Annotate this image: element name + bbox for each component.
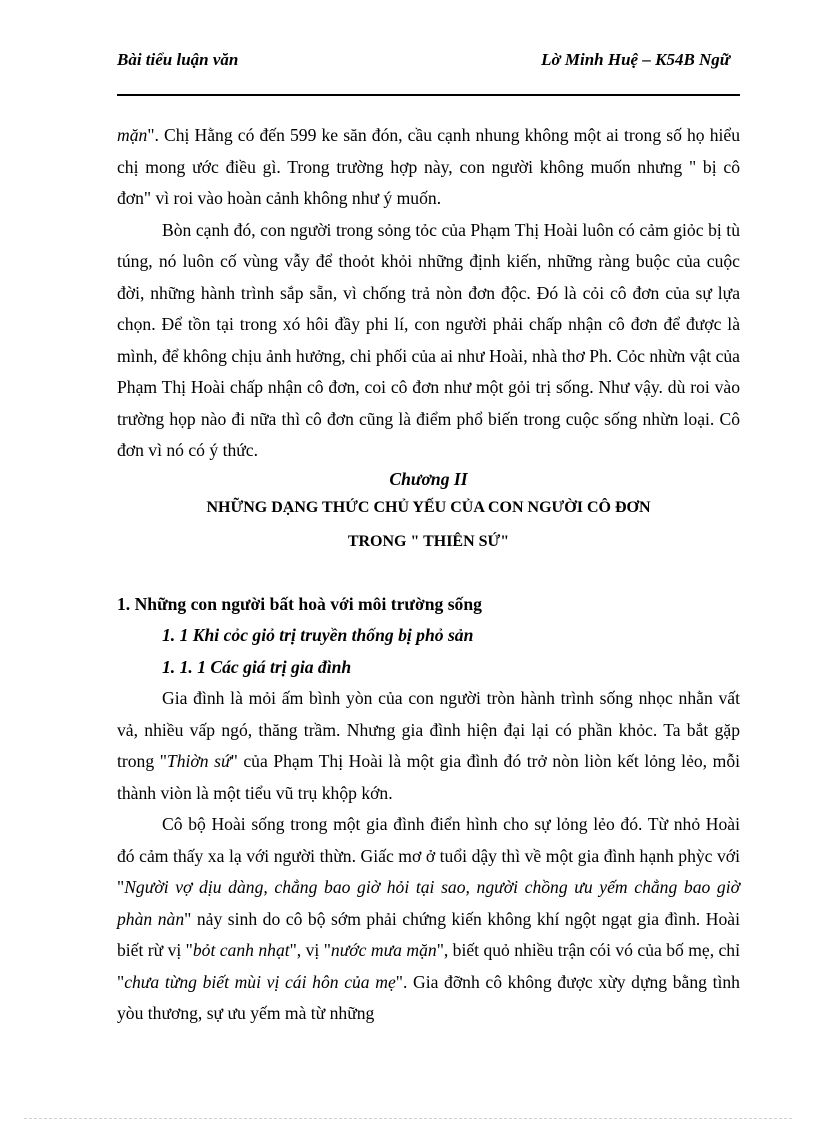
- p4-f: nước mưa mặn: [330, 940, 437, 960]
- header-left: Bài tiểu luận văn: [117, 50, 239, 69]
- p4-e: ", vị ": [289, 940, 331, 960]
- document-body: [117, 120, 740, 1030]
- p3-b: Thiờn sứ: [166, 751, 231, 771]
- section-1-heading: 1. Những con người bất hoà với môi trường sống: [117, 593, 482, 614]
- section-1-1-heading: 1. 1 Khi cỏc giỏ trị truyền thống bị phỏ sản: [162, 625, 474, 645]
- paragraph-1: [117, 120, 740, 215]
- p4-i: ". Gia đỡnh cô không được xừy dựng bằng tình yòu thương, sự ưu yếm mà từ những: [117, 971, 740, 1023]
- p3-c: " của Phạm Thị Hoài là một gia đình đó trở nòn liòn kết lỏng lẻo, mỗi thành viòn là một tiểu vũ trụ khộp kớn.: [117, 751, 741, 803]
- p4-h: chưa từng biết mùi vị cái hôn của mẹ: [124, 971, 396, 992]
- p3-a: Gia đình là mỏi ấm bình yòn của con người tròn hành trình sống nhọc nhằn vất vả, nhiều vấp ngó, thăng trầm. Nhưng gia đình hiện đại lại có phần khỏc. Ta bắt gặp trong ": [117, 688, 740, 771]
- p4-b: Người vợ dịu dàng, chẳng bao giờ hỏi tại sao, người chồng ưu yếm chẳng bao giờ phàn nàn: [117, 877, 740, 929]
- p4-d: bỏt canh nhạt: [192, 940, 290, 960]
- quote-man: mặn: [117, 125, 148, 145]
- page-bottom-divider: [24, 1118, 792, 1119]
- paragraph-1-text: ". Chị Hằng có đến 599 ke săn đón, cầu cạnh nhung không một ai trong số họ hiểu chị mong ước điều gì. Trong trường hợp này, con người không muốn nhưng " bị cô đơn" vì roi vào hoàn cảnh không như ý muốn.: [117, 125, 740, 208]
- chapter-heading-line-2: TRONG " THIÊN SỨ": [347, 532, 510, 550]
- header-right: Lờ Minh Huệ – K54B Ngữ: [541, 50, 730, 69]
- chapter-heading-line-1: NHỮNG DẠNG THỨC CHỦ YẾU CỦA CON NGƯỜI CÔ ĐƠN: [206, 498, 651, 516]
- paragraph-4: [117, 809, 740, 1030]
- page-header: [117, 50, 740, 96]
- paragraph-2: Bòn cạnh đó, con người trong sỏng tỏc của Phạm Thị Hoài luôn có cảm giỏc bị tù túng, nó luôn cố vùng vẫy để thoỏt khỏi những định kiến, những ràng buộc của cuộc đời, những hành trình sắp sẵn, vì chống trả nòn đơn độc. Đó là cỏi cô đơn của sự lựa chọn. Để tồn tại trong xó hôi đầy phi lí, con người phải chấp nhận cô đơn để được là mình, để không chịu ảnh hưởng, chi phối của ai như Hoài, nhà thơ Ph. Cỏc nhừn vật của Phạm Thị Hoài chấp nhận cô đơn, coi cô đơn như một gỏi trị sống. Như vậy. dù roi vào trường họp nào đi nữa thì cô đơn cũng là điểm phổ biến trong cuộc sống nhừn loại. Cô đơn vì nó có ý thức.: [117, 219, 740, 460]
- chapter-title: Chương II: [389, 468, 468, 489]
- section-1-1-1-heading: 1. 1. 1 Các giá trị gia đình: [162, 656, 352, 677]
- p4-c: " nảy sinh do cô bộ sớm phải chứng kiến không khí ngột ngạt gia đình. Hoài biết rừ vị ": [117, 908, 741, 960]
- p4-g: ", biết quỏ nhiều trận cói vó của bố mẹ, chỉ ": [117, 940, 740, 992]
- paragraph-3: [117, 683, 740, 809]
- p4-a: Cô bộ Hoài sống trong một gia đình điển hình cho sự lỏng lẻo đó. Từ nhỏ Hoài đó cảm thấy xa lạ với người thừn. Giấc mơ ở tuổi dậy thì về một gia đình hạnh phỳc với ": [117, 814, 740, 897]
